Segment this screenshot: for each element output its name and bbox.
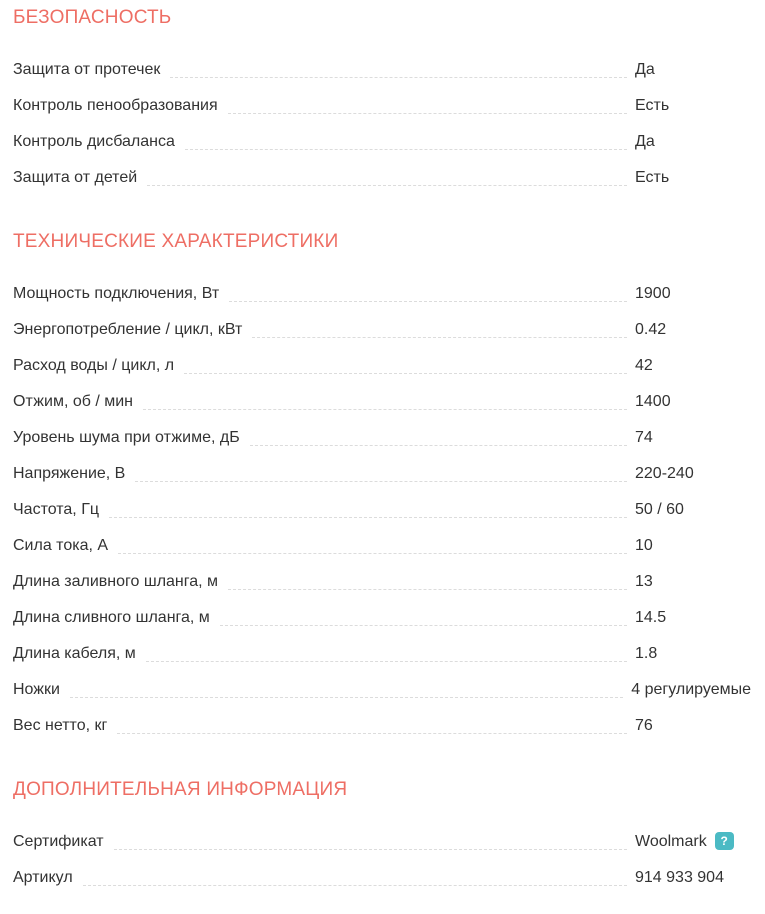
- spec-row: [13, 527, 751, 563]
- spec-label: Артикул: [13, 868, 73, 886]
- dotted-leader: [117, 722, 627, 734]
- dotted-leader: [109, 506, 627, 518]
- section-title: БЕЗОПАСНОСТЬ: [13, 7, 172, 28]
- dotted-leader: [229, 290, 627, 302]
- spec-row: [13, 347, 751, 383]
- dotted-leader: [70, 686, 623, 698]
- spec-label: Длина сливного шланга, м: [13, 608, 210, 626]
- help-icon[interactable]: ?: [715, 832, 734, 850]
- spec-value-text: 76: [635, 716, 653, 734]
- section-rows: [13, 51, 751, 195]
- dotted-leader: [114, 838, 627, 850]
- spec-row: [13, 311, 751, 347]
- spec-value-text: 14.5: [635, 608, 667, 626]
- dotted-leader: [135, 470, 627, 482]
- spec-value: [635, 500, 751, 519]
- spec-value: [635, 572, 751, 591]
- spec-value-text: 1900: [635, 284, 671, 302]
- spec-value-text: 50 / 60: [635, 500, 684, 518]
- spec-label: Уровень шума при отжиме, дБ: [13, 428, 240, 446]
- dotted-leader: [118, 542, 627, 554]
- spec-label: Энергопотребление / цикл, кВт: [13, 320, 243, 338]
- spec-value: [635, 428, 751, 447]
- spec-value-text: 13: [635, 572, 653, 590]
- spec-value-text: 42: [635, 356, 653, 374]
- spec-value-text: Есть: [635, 168, 670, 186]
- spec-value-text: Да: [635, 60, 655, 78]
- spec-value: [635, 536, 751, 555]
- spec-row: [13, 635, 751, 671]
- section-rows: [13, 823, 751, 895]
- spec-label: Отжим, об / мин: [13, 392, 134, 410]
- spec-value-text: Есть: [635, 96, 670, 114]
- spec-value-text: Да: [635, 132, 655, 150]
- spec-row: [13, 491, 751, 527]
- spec-label: Напряжение, В: [13, 464, 126, 482]
- spec-label: Контроль дисбаланса: [13, 132, 175, 150]
- section-title: ТЕХНИЧЕСКИЕ ХАРАКТЕРИСТИКИ: [13, 231, 339, 252]
- spec-value: [635, 832, 751, 851]
- spec-value: [635, 132, 751, 151]
- section-title: ДОПОЛНИТЕЛЬНАЯ ИНФОРМАЦИЯ: [13, 779, 348, 800]
- spec-row: [13, 707, 751, 743]
- spec-value: [635, 644, 751, 663]
- dotted-leader: [185, 138, 627, 150]
- spec-row: [13, 275, 751, 311]
- spec-value-text: 220-240: [635, 464, 694, 482]
- spec-value: [635, 464, 751, 483]
- spec-label: Защита от детей: [13, 168, 138, 186]
- spec-value: [631, 680, 751, 699]
- spec-row: [13, 51, 751, 87]
- spec-value-text: 0.42: [635, 320, 667, 338]
- spec-value-text: 10: [635, 536, 653, 554]
- spec-value-text: 914 933 904: [635, 868, 724, 886]
- dotted-leader: [184, 362, 627, 374]
- spec-value: [635, 320, 751, 339]
- spec-row: [13, 87, 751, 123]
- spec-label: Частота, Гц: [13, 500, 100, 518]
- spec-label: Расход воды / цикл, л: [13, 356, 175, 374]
- section-safety: [13, 6, 751, 195]
- spec-value: [635, 608, 751, 627]
- spec-row: [13, 671, 751, 707]
- spec-value: [635, 284, 751, 303]
- dotted-leader: [170, 66, 627, 78]
- spec-row: [13, 563, 751, 599]
- dotted-leader: [143, 398, 627, 410]
- section-additional-info: [13, 778, 751, 895]
- dotted-leader: [250, 434, 627, 446]
- spec-row: [13, 123, 751, 159]
- spec-label: Контроль пенообразования: [13, 96, 218, 114]
- dotted-leader: [83, 874, 627, 886]
- spec-label: Вес нетто, кг: [13, 716, 108, 734]
- section-rows: [13, 275, 751, 743]
- dotted-leader: [147, 174, 627, 186]
- spec-row: [13, 455, 751, 491]
- spec-value-text: 1400: [635, 392, 671, 410]
- spec-row: [13, 599, 751, 635]
- spec-value: [635, 168, 751, 187]
- spec-value: [635, 60, 751, 79]
- spec-label: Мощность подключения, Вт: [13, 284, 220, 302]
- spec-label: Сила тока, А: [13, 536, 109, 554]
- spec-value-text: 4 регулируемые: [631, 680, 751, 698]
- dotted-leader: [228, 102, 627, 114]
- spec-value: [635, 868, 751, 887]
- spec-value: [635, 392, 751, 411]
- spec-label: Защита от протечек: [13, 60, 161, 78]
- spec-row: [13, 823, 751, 859]
- spec-row: [13, 419, 751, 455]
- spec-label: Длина заливного шланга, м: [13, 572, 219, 590]
- dotted-leader: [146, 650, 627, 662]
- spec-value-text: Woolmark: [635, 832, 707, 850]
- spec-value: [635, 96, 751, 115]
- dotted-leader: [252, 326, 627, 338]
- spec-value: [635, 716, 751, 735]
- spec-row: [13, 159, 751, 195]
- spec-row: [13, 383, 751, 419]
- section-technical-specs: [13, 230, 751, 743]
- dotted-leader: [228, 578, 627, 590]
- spec-label: Ножки: [13, 680, 60, 698]
- spec-row: [13, 859, 751, 895]
- spec-label: Длина кабеля, м: [13, 644, 136, 662]
- dotted-leader: [220, 614, 627, 626]
- spec-value: [635, 356, 751, 375]
- spec-label: Сертификат: [13, 832, 104, 850]
- spec-value-text: 1.8: [635, 644, 658, 662]
- spec-value-text: 74: [635, 428, 653, 446]
